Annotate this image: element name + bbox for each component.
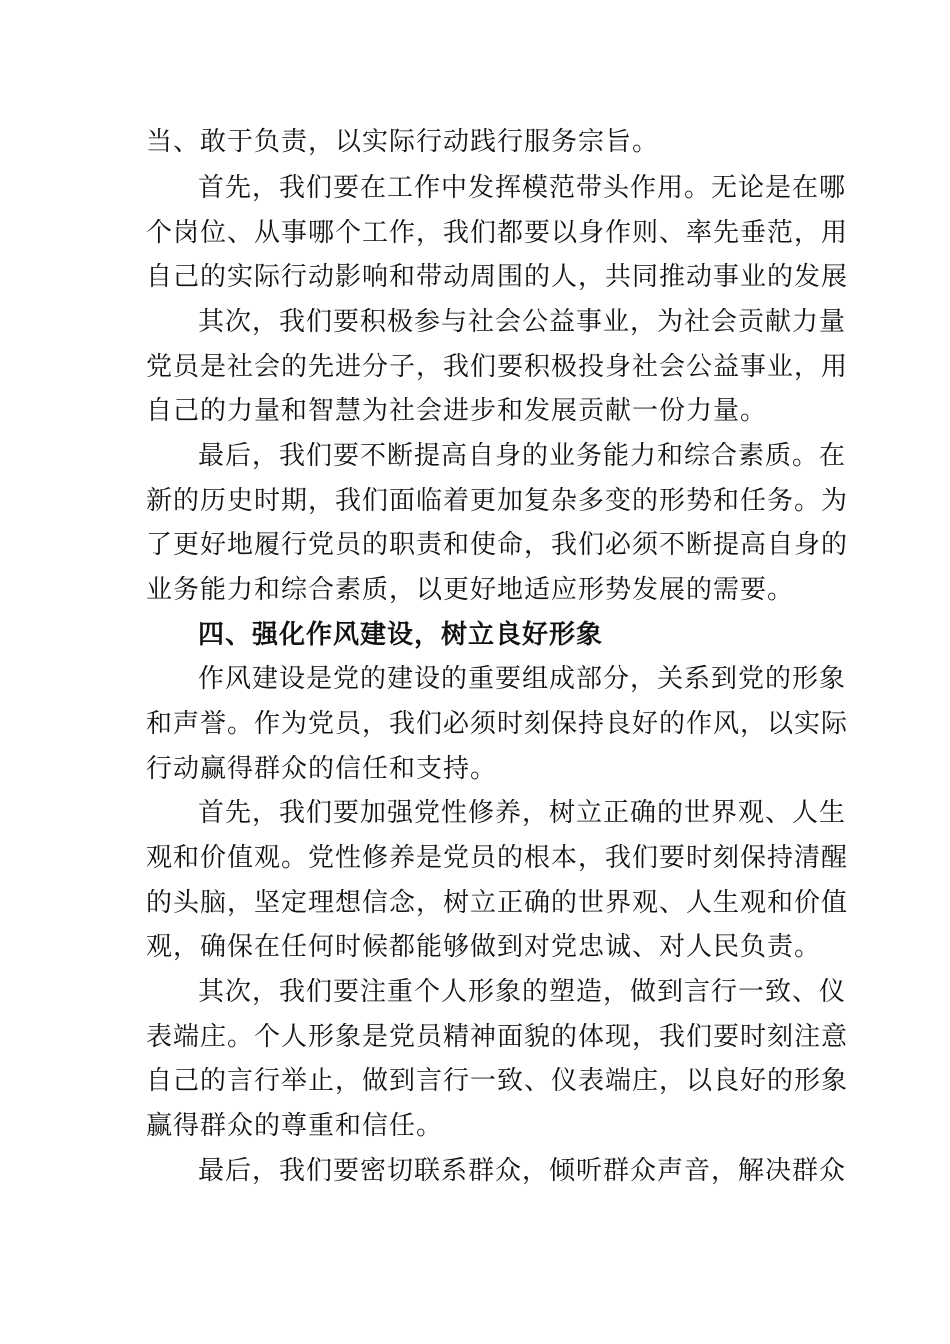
text-line: 业务能力和综合素质，以更好地适应形势发展的需要。 xyxy=(146,575,795,605)
paragraph-start-line: 最后，我们要不断提高自身的业务能力和综合素质。在 xyxy=(198,441,847,471)
paragraph-start-line: 作风建设是党的建设的重要组成部分，关系到党的形象 xyxy=(198,664,847,694)
paragraph-start-line: 其次，我们要积极参与社会公益事业，为社会贡献力量 xyxy=(198,307,847,337)
paragraph-start-line: 最后，我们要密切联系群众，倾听群众声音，解决群众 xyxy=(198,1156,847,1186)
paragraph-start-line: 首先，我们要加强党性修养，树立正确的世界观、人生 xyxy=(198,798,847,828)
text-line: 当、敢于负责，以实际行动践行服务宗旨。 xyxy=(146,127,660,157)
text-line: 表端庄。个人形象是党员精神面貌的体现，我们要时刻注意 xyxy=(146,1022,849,1052)
text-line: 赢得群众的尊重和信任。 xyxy=(146,1111,444,1141)
text-line: 观，确保在任何时候都能够做到对党忠诚、对人民负责。 xyxy=(146,932,822,962)
text-line: 自己的言行举止，做到言行一致、仪表端庄，以良好的形象 xyxy=(146,1066,849,1096)
paragraph-start-line: 其次，我们要注重个人形象的塑造，做到言行一致、仪 xyxy=(198,977,847,1007)
text-line: 新的历史时期，我们面临着更加复杂多变的形势和任务。为 xyxy=(146,486,849,516)
text-line: 行动赢得群众的信任和支持。 xyxy=(146,754,498,784)
text-line: 的头脑，坚定理想信念，树立正确的世界观、人生观和价值 xyxy=(146,888,849,918)
section-heading: 四、强化作风建设，树立良好形象 xyxy=(198,620,604,650)
text-line: 党员是社会的先进分子，我们要积极投身社会公益事业，用 xyxy=(146,352,849,382)
text-line: 和声誉。作为党员，我们必须时刻保持良好的作风，以实际 xyxy=(146,709,849,739)
text-line: 自己的实际行动影响和带动周围的人，共同推动事业的发展 xyxy=(146,262,849,292)
text-line: 了更好地履行党员的职责和使命，我们必须不断提高自身的 xyxy=(146,530,849,560)
text-line: 观和价值观。党性修养是党员的根本，我们要时刻保持清醒 xyxy=(146,843,849,873)
text-line: 个岗位、从事哪个工作，我们都要以身作则、率先垂范，用 xyxy=(146,218,849,248)
paragraph-start-line: 首先，我们要在工作中发挥模范带头作用。无论是在哪 xyxy=(198,173,847,203)
text-line: 自己的力量和智慧为社会进步和发展贡献一份力量。 xyxy=(146,396,768,426)
